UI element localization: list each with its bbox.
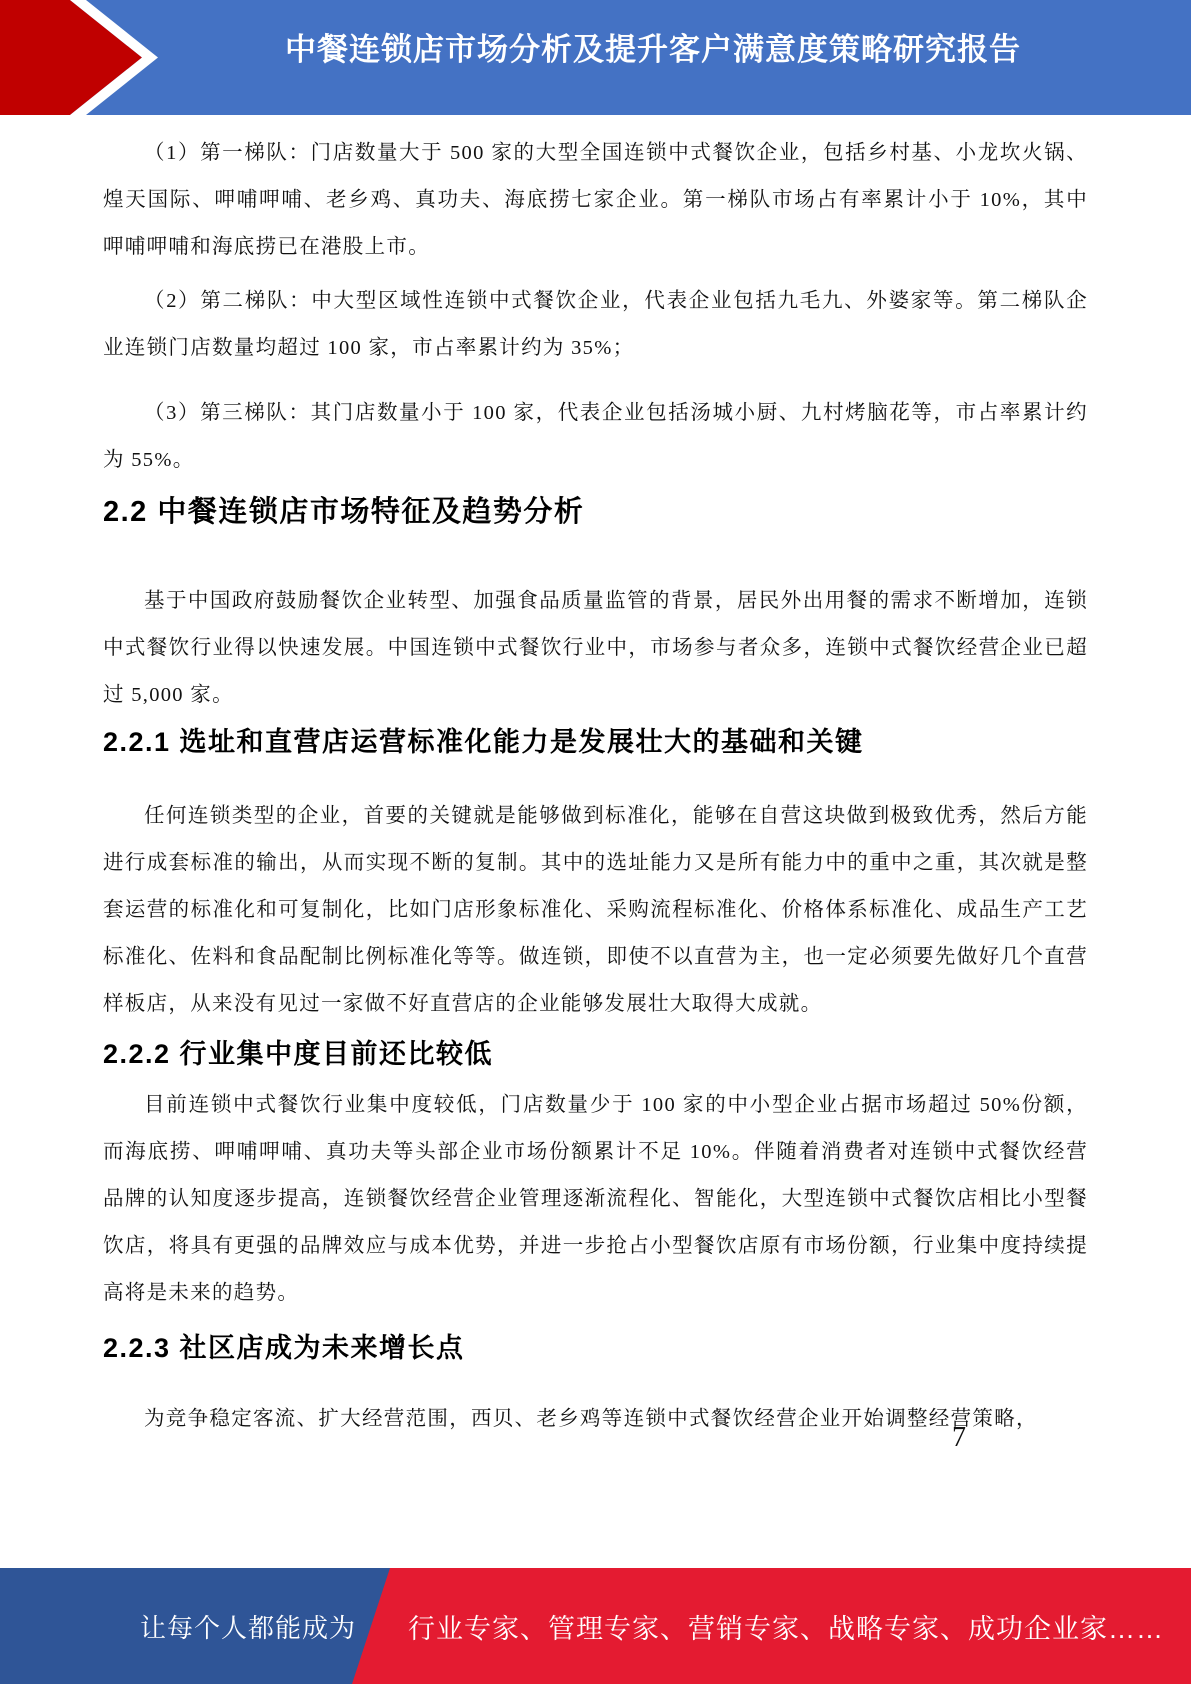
paragraph-standardization: 任何连锁类型的企业，首要的关键就是能够做到标准化，能够在自营这块做到极致优秀，然后方能进行成套标准的输出，从而实现不断的复制。其中的选址能力又是所有能力中的重中之重，其次就是整套运营的标准化和可复制化，比如门店形象标准化、采购流程标准化、价格体系标准化、成品生产工艺标准化、佐料和食品配制比例标准化等等。做连锁，即使不以直营为主，也一定必须要先做好几个直营样板店，从来没有见过一家做不好直营店的企业能够发展壮大取得大成就。 xyxy=(103,805,1088,1015)
paragraph-tier-2: （2）第二梯队：中大型区域性连锁中式餐饮企业，代表企业包括九毛九、外婆家等。第二梯队企业连锁门店数量均超过 100 家，市占率累计约为 35%； xyxy=(103,290,1088,359)
paragraph-tier-1: （1）第一梯队：门店数量大于 500 家的大型全国连锁中式餐饮企业，包括乡村基、小龙坎火锅、煌天国际、呷哺呷哺、老乡鸡、真功夫、海底捞七家企业。第一梯队市场占有率累计小于 10%，其中呷哺呷哺和海底捞已在港股上市。 xyxy=(103,142,1088,258)
header-banner xyxy=(0,0,1191,115)
footer-slogan-right: 行业专家、管理专家、营销专家、战略专家、成功企业家…… xyxy=(408,1613,1164,1644)
footer-banner xyxy=(0,1568,1191,1684)
section-heading-2-2-2: 2.2.2 行业集中度目前还比较低 xyxy=(103,1039,494,1069)
report-title: 中餐连锁店市场分析及提升客户满意度策略研究报告 xyxy=(285,32,1021,67)
paragraph-community-store: 为竞争稳定客流、扩大经营范围，西贝、老乡鸡等连锁中式餐饮经营企业开始调整经营策略， xyxy=(144,1408,1038,1430)
paragraph-market-overview: 基于中国政府鼓励餐饮企业转型、加强食品质量监管的背景，居民外出用餐的需求不断增加，连锁中式餐饮行业得以快速发展。中国连锁中式餐饮行业中，市场参与者众多，连锁中式餐饮经营企业已超过 5,000 家。 xyxy=(103,590,1088,706)
paragraph-concentration: 目前连锁中式餐饮行业集中度较低，门店数量少于 100 家的中小型企业占据市场超过 50%份额，而海底捞、呷哺呷哺、真功夫等头部企业市场份额累计不足 10%。伴随着消费者对连锁中式餐饮经营品牌的认知度逐步提高，连锁餐饮经营企业管理逐渐流程化、智能化，大型连锁中式餐饮店相比小型餐饮店，将具有更强的品牌效应与成本优势，并进一步抢占小型餐饮店原有市场份额，行业集中度持续提高将是未来的趋势。 xyxy=(103,1094,1088,1304)
section-heading-2-2-1: 2.2.1 选址和直营店运营标准化能力是发展壮大的基础和关键 xyxy=(103,727,864,757)
page-number: 7 xyxy=(952,1422,966,1453)
section-heading-2-2: 2.2 中餐连锁店市场特征及趋势分析 xyxy=(103,496,585,528)
paragraph-tier-3: （3）第三梯队：其门店数量小于 100 家，代表企业包括汤城小厨、九村烤脑花等，市占率累计约为 55%。 xyxy=(103,402,1088,471)
section-heading-2-2-3: 2.2.3 社区店成为未来增长点 xyxy=(103,1333,465,1363)
footer-slogan-left: 让每个人都能成为 xyxy=(140,1612,357,1643)
